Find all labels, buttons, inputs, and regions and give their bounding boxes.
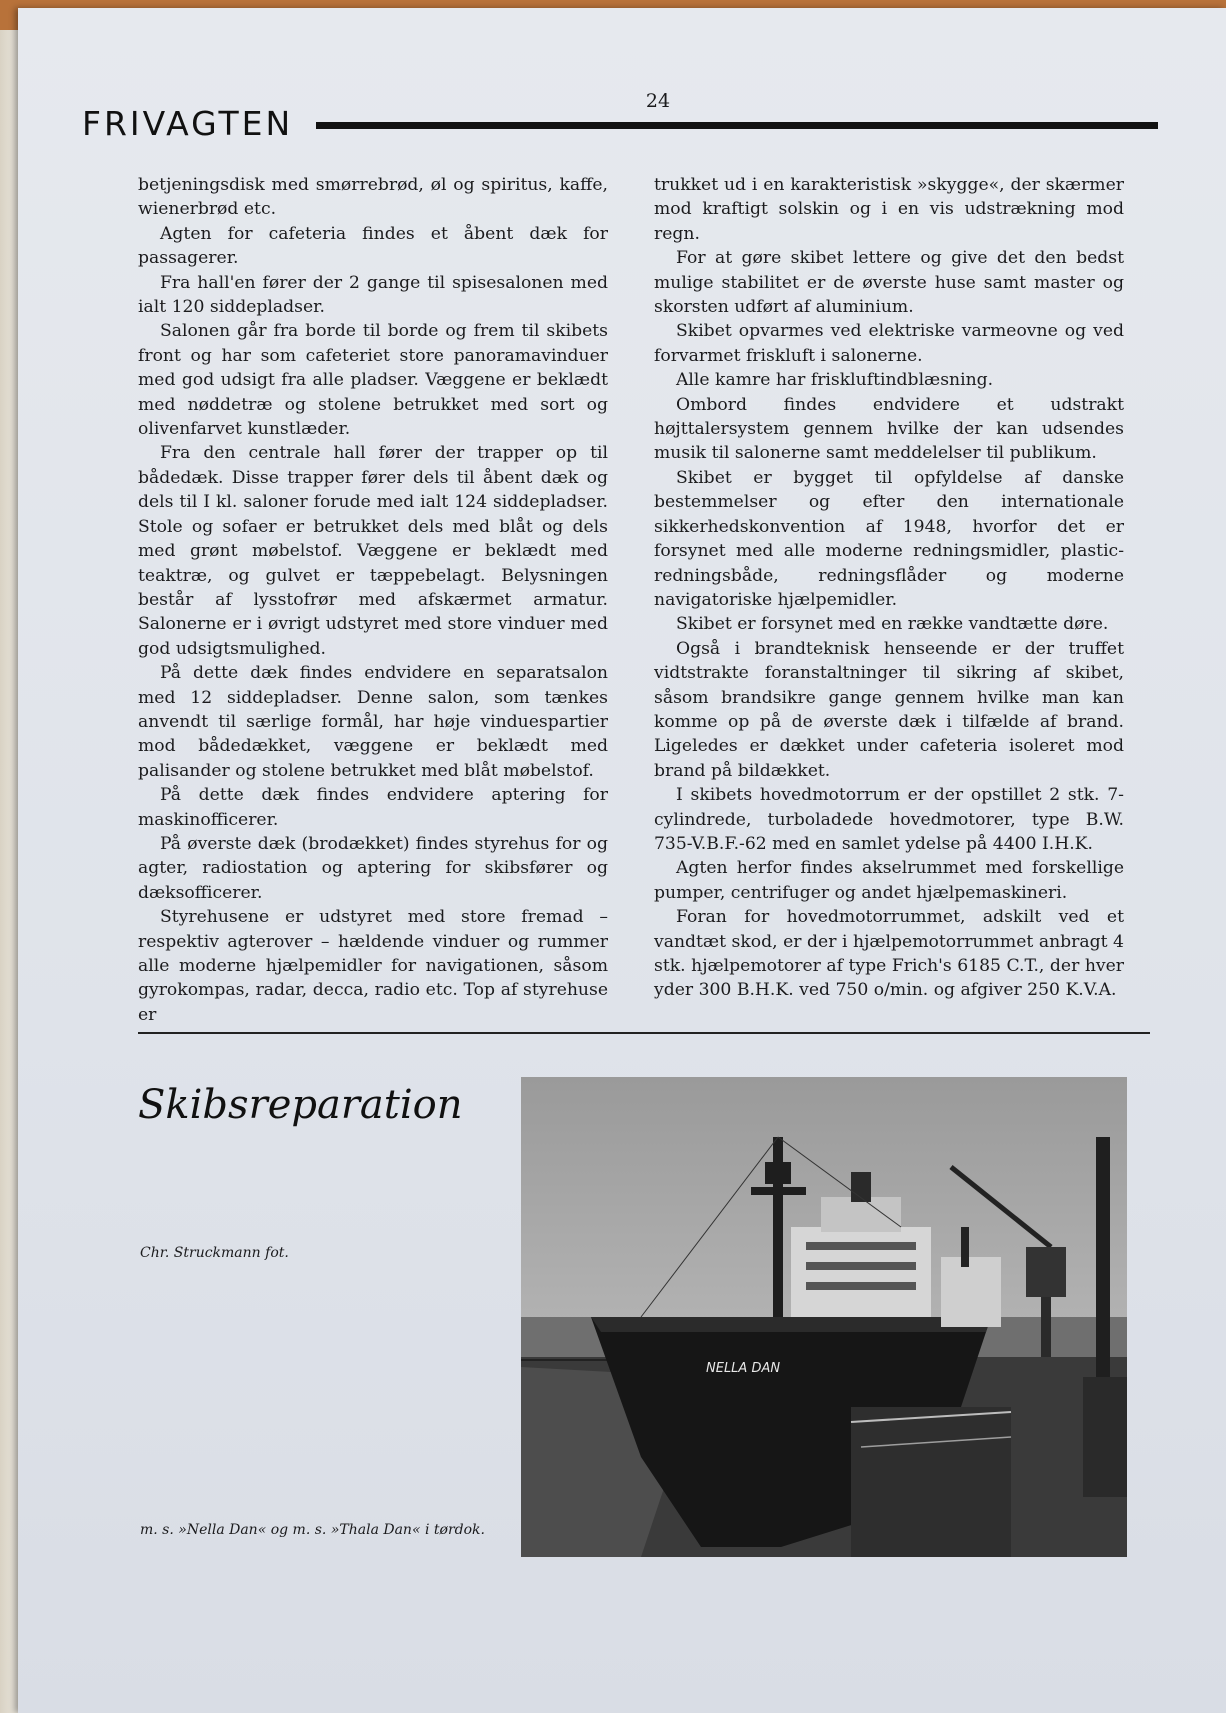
photo-caption: m. s. »Nella Dan« og m. s. »Thala Dan« i tørdok.	[140, 1522, 485, 1538]
paragraph: På øverste dæk (brodækket) findes styrehus for og agter, radiostation og aptering for skibsfører og dæksofficerer.	[138, 833, 608, 903]
hull-name: NELLA DAN	[706, 1361, 781, 1376]
ship-drydock-photo	[521, 1077, 1127, 1557]
paragraph: Foran for hovedmotorrummet, adskilt ved et vandtæt skod, er der i hjælpemotorrummet anbragt 4 stk. hjælpemotorer af type Frich's 6185 C.T., der hver yder 300 B.H.K. ved 750 o/min. og afgiver 250 K.V.A.	[654, 907, 1124, 1001]
paragraph: Skibet er bygget til opfyldelse af danske bestemmelser og efter den internationale sikkerhedskonvention af 1948, hvorfor det er forsynet med alle moderne redningsmidler, plastic-redningsbåde, redningsflåder og moderne navigatoriske hjælpemidler.	[654, 467, 1124, 610]
paragraph: Agten herfor findes akselrummet med forskellige pumper, centrifuger og andet hjælpemaskineri.	[654, 858, 1124, 903]
paragraph: I skibets hovedmotorrum er der opstillet 2 stk. 7-cylindrede, turboladede hovedmotorer, type B.W. 735-V.B.F.-62 med en samlet ydelse på 4400 I.H.K.	[654, 785, 1124, 854]
paragraph: Fra hall'en fører der 2 gange til spisesalonen med ialt 120 siddepladser.	[138, 272, 608, 318]
paragraph: Alle kamre har friskluftindblæsning.	[676, 370, 994, 391]
paragraph: For at gøre skibet lettere og give det den bedst mulige stabilitet er de øverste huse samt master og skorsten udført af aluminium.	[654, 248, 1124, 318]
photo-credit: Chr. Struckmann fot.	[140, 1245, 289, 1261]
paragraph: Fra den centrale hall fører der trapper op til bådedæk. Disse trapper fører dels til åbent dæk og dels til I kl. saloner forude med ialt 124 siddepladser. Stole og sofaer er betrukket dels med blåt og dels med grønt møbelstof. Væggene er beklædt med teaktræ, og gulvet er tæppebelagt. Belysningen består af lysstofrør med afskærmet armatur. Salonerne er i øvrigt udstyret med store vinduer med god udsigtsmulighed.	[138, 443, 608, 659]
paragraph: Salonen går fra borde til borde og frem til skibets front og har som cafeteriet store panoramavinduer med god udsigt fra alle pladser. Væggene er beklædt med nøddetræ og stolene betrukket med sort og olivenfarvet kunstlæder.	[138, 321, 608, 440]
paragraph: Skibet er forsynet med en række vandtætte døre.	[676, 614, 1109, 635]
paragraph: Agten for cafeteria findes et åbent dæk for passagerer.	[138, 223, 608, 269]
paragraph: Skibet opvarmes ved elektriske varmeovne og ved forvarmet friskluft i salonerne.	[654, 321, 1124, 366]
paragraph: Ombord findes endvidere et udstrakt højttalersystem gennem hvilke der kan udsendes musik til salonerne samt meddelelser til publikum.	[654, 394, 1124, 464]
section-title: Skibsreparation	[138, 1082, 463, 1128]
masthead-title: FRIVAGTEN	[82, 104, 294, 143]
page-number: 24	[645, 90, 671, 112]
article-right-column	[654, 173, 1124, 1003]
section-divider	[138, 1032, 1150, 1034]
article-left-column	[138, 173, 608, 1027]
paragraph: Også i brandteknisk henseende er der truffet vidtstrakte foranstaltninger til sikring af skibet, såsom brandsikre gange gennem hvilke man kan komme op på de øverste dæk i tilfælde af brand. Ligeledes er dækket under cafeteria isoleret mod brand på bildækket.	[654, 638, 1124, 781]
masthead-rule	[316, 122, 1158, 129]
paragraph: trukket ud i en karakteristisk »skygge«, der skærmer mod kraftigt solskin og i en vis udstrækning mod regn.	[654, 175, 1124, 244]
paragraph: På dette dæk findes endvidere en separatsalon med 12 siddepladser. Denne salon, som tænkes anvendt til særlige formål, har høje vinduespartier mod bådedækket, væggene er beklædt med palisander og stolene betrukket med blåt møbelstof.	[138, 663, 608, 781]
paragraph: På dette dæk findes endvidere aptering for maskinofficerer.	[138, 785, 608, 830]
paragraph: Styrehusene er udstyret med store fremad – respektiv agterover – hældende vinduer og rummer alle moderne hjælpemidler for navigationen, såsom gyrokompas, radar, decca, radio etc. Top af styrehuse er	[138, 907, 608, 1025]
paragraph: betjeningsdisk med smørrebrød, øl og spiritus, kaffe, wienerbrød etc.	[138, 175, 608, 220]
magazine-page	[18, 8, 1226, 1713]
